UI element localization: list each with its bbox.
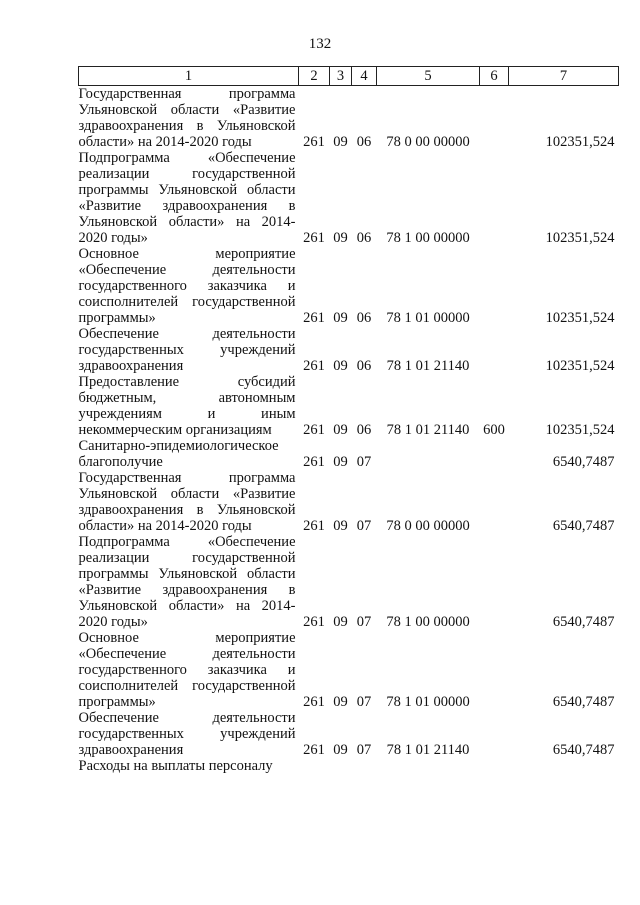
column-header-7: 7 [509, 67, 619, 86]
subsection-code-cell: 07 [356, 518, 372, 534]
subsection-code-cell: 06 [356, 230, 372, 246]
expense-type-cell [480, 438, 509, 470]
subsection-code-cell: 07 [356, 454, 372, 470]
table-row [79, 758, 619, 774]
table-row [79, 534, 619, 630]
ministry-code-cell: 261 [303, 422, 325, 438]
section-code-cell: 09 [333, 230, 348, 246]
expense-name-cell: Санитарно-эпидемиологическое благополучие [78, 438, 279, 470]
ministry-code-cell: 261 [303, 742, 325, 758]
table-body [79, 86, 619, 775]
expense-type-cell [480, 710, 509, 758]
ministry-code-cell: 261 [303, 358, 325, 374]
target-article-cell: 78 1 01 21140 [386, 358, 470, 374]
expense-type-cell [480, 630, 509, 710]
amount-cell: 102351,524 [545, 358, 615, 374]
table-row [79, 438, 619, 470]
table-row [79, 630, 619, 710]
subsection-code-cell: 06 [356, 422, 372, 438]
table-row [79, 374, 619, 438]
expense-type-cell: 600 [483, 422, 505, 438]
section-code-cell [330, 758, 352, 774]
section-code-cell: 09 [333, 614, 348, 630]
target-article-cell [377, 758, 480, 774]
budget-table-container [78, 66, 618, 774]
amount-cell: 6540,7487 [552, 694, 615, 710]
expense-type-cell [480, 534, 509, 630]
target-article-cell: 78 1 01 00000 [386, 694, 470, 710]
amount-cell: 102351,524 [545, 230, 615, 246]
column-header-5: 5 [377, 67, 480, 86]
expense-name-cell: Обеспечение деятельности государственных учреждений здравоохранения [78, 326, 296, 374]
ministry-code-cell [299, 758, 330, 774]
ministry-code-cell: 261 [303, 614, 325, 630]
expense-type-cell [480, 150, 509, 246]
expense-type-cell [480, 86, 509, 151]
target-article-cell: 78 0 00 00000 [386, 518, 470, 534]
subsection-code-cell: 07 [356, 742, 372, 758]
section-code-cell: 09 [333, 742, 348, 758]
table-row [79, 326, 619, 374]
target-article-cell: 78 1 00 00000 [386, 230, 470, 246]
expense-name-cell: Государственная программа Ульяновской области «Развитие здравоохранения в Ульяновской области» на 2014-2020 годы [78, 86, 296, 150]
expense-name-cell: Подпрограмма «Обеспечение реализации государственной программы Ульяновской области «Развитие здравоохранения в Ульяновской области» на 2014-2020 годы» [78, 150, 296, 246]
table-row [79, 86, 619, 151]
target-article-cell: 78 0 00 00000 [386, 134, 470, 150]
target-article-cell: 78 1 00 00000 [386, 614, 470, 630]
column-header-6: 6 [480, 67, 509, 86]
amount-cell: 6540,7487 [552, 614, 615, 630]
section-code-cell: 09 [333, 134, 348, 150]
target-article-cell: 78 1 01 21140 [386, 742, 470, 758]
amount-cell [509, 758, 619, 774]
ministry-code-cell: 261 [303, 310, 325, 326]
ministry-code-cell: 261 [303, 230, 325, 246]
amount-cell: 6540,7487 [552, 518, 615, 534]
expense-type-cell [480, 758, 509, 774]
section-code-cell: 09 [333, 310, 348, 326]
subsection-code-cell: 06 [356, 134, 372, 150]
expense-type-cell [480, 326, 509, 374]
target-article-cell: 78 1 01 21140 [386, 422, 470, 438]
target-article-cell [377, 438, 480, 470]
column-header-4: 4 [352, 67, 377, 86]
subsection-code-cell: 07 [356, 694, 372, 710]
target-article-cell: 78 1 01 00000 [386, 310, 470, 326]
expense-name-cell: Подпрограмма «Обеспечение реализации государственной программы Ульяновской области «Развитие здравоохранения в Ульяновской области» на 2014-2020 годы» [78, 534, 296, 630]
subsection-code-cell [352, 758, 377, 774]
table-row [79, 470, 619, 534]
subsection-code-cell: 07 [356, 614, 372, 630]
expense-name-cell: Обеспечение деятельности государственных учреждений здравоохранения [78, 710, 296, 758]
amount-cell: 102351,524 [545, 134, 615, 150]
table-row [79, 710, 619, 758]
expense-name-cell: Предоставление субсидий бюджетным, автономным учреждениям и иным некоммерческим организациям [78, 374, 296, 438]
expense-type-cell [480, 246, 509, 326]
subsection-code-cell: 06 [356, 310, 372, 326]
section-code-cell: 09 [333, 422, 348, 438]
ministry-code-cell: 261 [303, 518, 325, 534]
subsection-code-cell: 06 [356, 358, 372, 374]
expense-name-cell: Расходы на выплаты персоналу [78, 758, 273, 774]
amount-cell: 102351,524 [545, 422, 615, 438]
page-number: 132 [308, 36, 332, 52]
amount-cell: 102351,524 [545, 310, 615, 326]
column-header-2: 2 [299, 67, 330, 86]
expense-name-cell: Государственная программа Ульяновской области «Развитие здравоохранения в Ульяновской области» на 2014-2020 годы [78, 470, 296, 534]
column-header-1: 1 [79, 67, 299, 86]
expense-name-cell: Основное мероприятие «Обеспечение деятельности государственного заказчика и соисполнителей государственной программы» [78, 630, 296, 710]
table-row [79, 150, 619, 246]
section-code-cell: 09 [333, 454, 348, 470]
section-code-cell: 09 [333, 358, 348, 374]
section-code-cell: 09 [333, 518, 348, 534]
expense-name-cell: Основное мероприятие «Обеспечение деятельности государственного заказчика и соисполнителей государственной программы» [78, 246, 296, 326]
table-header-row [79, 67, 619, 86]
section-code-cell: 09 [333, 694, 348, 710]
ministry-code-cell: 261 [303, 694, 325, 710]
ministry-code-cell: 261 [303, 134, 325, 150]
table-row [79, 246, 619, 326]
column-header-3: 3 [330, 67, 352, 86]
expense-type-cell [480, 470, 509, 534]
amount-cell: 6540,7487 [552, 454, 615, 470]
budget-table [78, 66, 619, 774]
ministry-code-cell: 261 [303, 454, 325, 470]
amount-cell: 6540,7487 [552, 742, 615, 758]
